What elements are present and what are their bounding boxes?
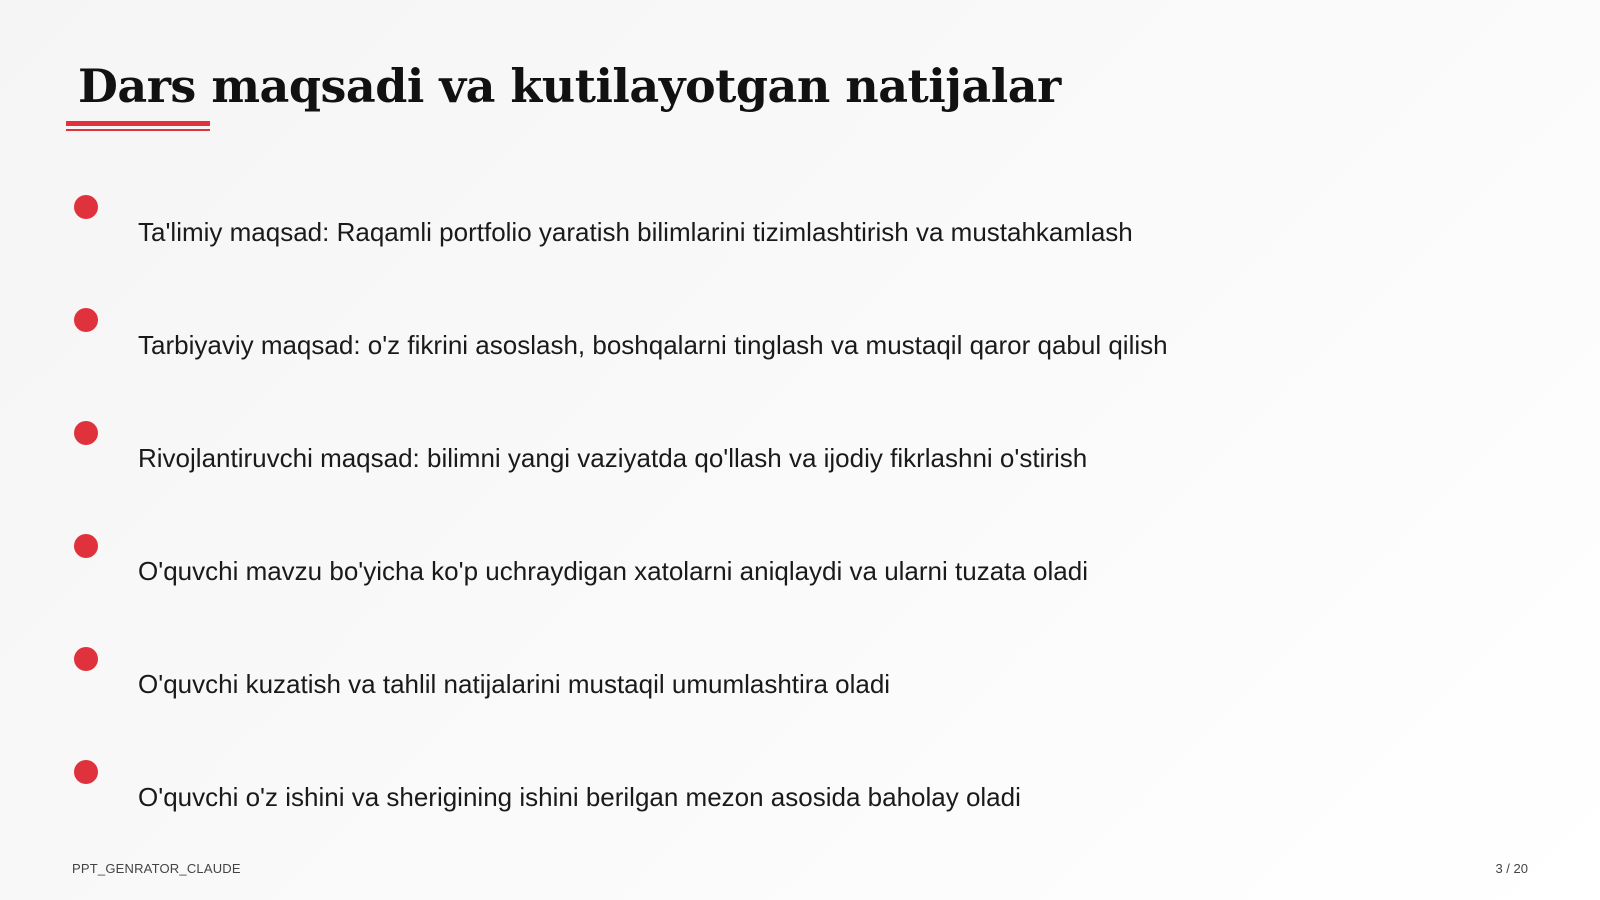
bullet-text: O'quvchi mavzu bo'yicha ko'p uchraydigan xatolarni aniqlaydi va ularni tuzata oladi <box>138 556 1088 586</box>
bullet-text: O'quvchi o'z ishini va sherigining ishini berilgan mezon asosida baholay oladi <box>138 782 1021 812</box>
bullet-text: O'quvchi kuzatish va tahlil natijalarini mustaqil umumlashtira oladi <box>138 669 891 699</box>
list-item <box>72 421 1372 501</box>
bullet-dot-icon <box>74 195 98 219</box>
bullet-dot-icon <box>74 421 98 445</box>
page-indicator: 3 / 20 <box>1495 861 1528 876</box>
slide-title: Dars maqsadi va kutilayotgan natijalar <box>78 59 1061 113</box>
list-item <box>72 760 1372 840</box>
bullet-text: Ta'limiy maqsad: Raqamli portfolio yaratish bilimlarini tizimlashtirish va mustahkamlash <box>138 217 1133 247</box>
list-item <box>72 195 1372 275</box>
bullet-dot-icon <box>74 760 98 784</box>
list-item <box>72 534 1372 614</box>
bullet-dot-icon <box>74 647 98 671</box>
footer-source-label: PPT_GENRATOR_CLAUDE <box>72 861 241 876</box>
list-item <box>72 647 1372 727</box>
bullet-text: Tarbiyaviy maqsad: o'z fikrini asoslash, boshqalarni tinglash va mustaqil qaror qabul qilish <box>138 330 1168 360</box>
bullet-dot-icon <box>74 308 98 332</box>
list-item <box>72 308 1372 388</box>
bullet-text: Rivojlantiruvchi maqsad: bilimni yangi vaziyatda qo'llash va ijodiy fikrlashni o'stirish <box>138 443 1088 473</box>
bullet-dot-icon <box>74 534 98 558</box>
